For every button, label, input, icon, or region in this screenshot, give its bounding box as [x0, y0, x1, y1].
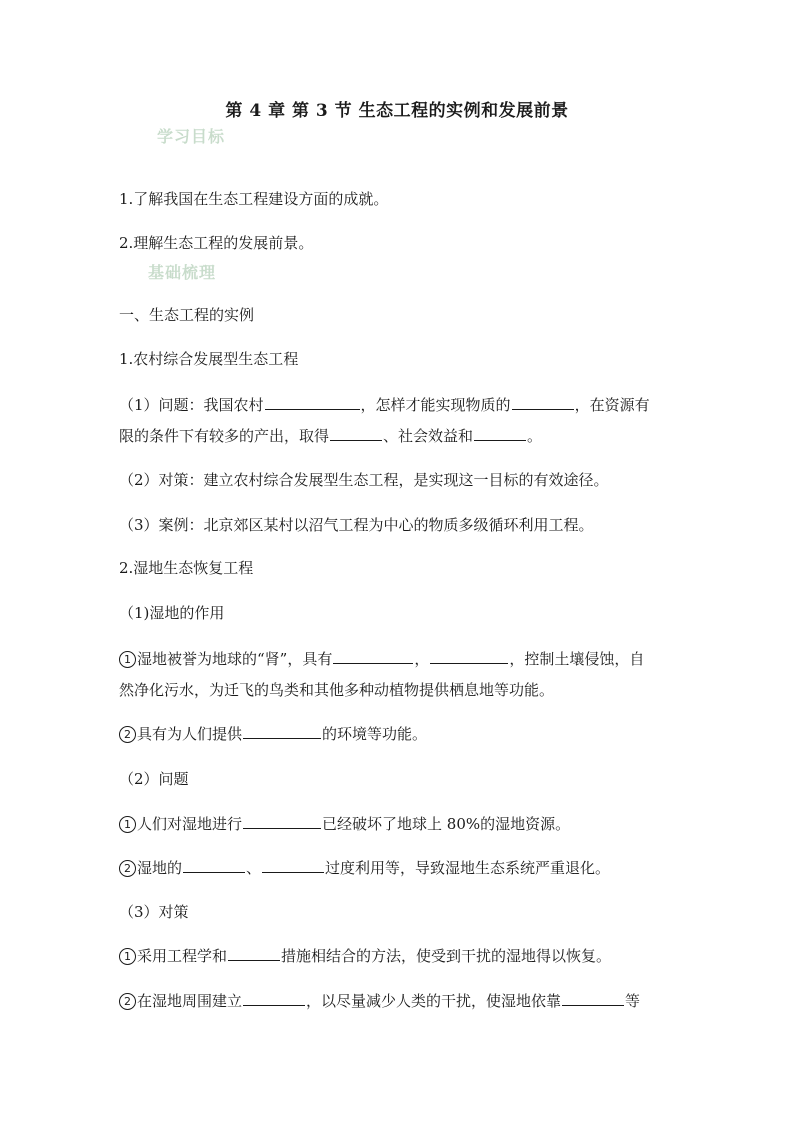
wet3-item2-text-b: ，以尽量减少人类的干扰，使湿地依靠	[306, 992, 562, 1010]
wet1-item1-text-c: ，控制土壤侵蚀，自	[509, 650, 645, 668]
fill-blank[interactable]	[330, 425, 382, 441]
fill-blank[interactable]	[243, 723, 321, 739]
wet2-item1-text-a: 人们对湿地进行	[137, 815, 243, 833]
q1-text-c: ，在资源有	[574, 396, 650, 414]
wet2-item2-text-a: 湿地的	[137, 859, 183, 877]
circled-number-1: 1	[119, 948, 136, 965]
fill-blank[interactable]	[243, 813, 321, 829]
sub2-heading: 2.湿地生态恢复工程	[119, 559, 254, 577]
circled-number-1: 1	[119, 651, 136, 668]
q1-text-f: 。	[527, 427, 543, 445]
objective-item-1: 1.了解我国在生态工程建设方面的成就。	[119, 190, 389, 208]
wet1-heading: （1)湿地的作用	[119, 604, 225, 622]
wet1-item1-text-a: 湿地被誉为地球的“肾”，具有	[137, 650, 333, 668]
wet2-item2-line	[119, 853, 679, 884]
circled-number-2: 2	[119, 860, 136, 877]
fill-blank[interactable]	[430, 648, 508, 664]
wet3-item2-line	[119, 986, 679, 1017]
wet2-heading: （2）问题	[119, 770, 189, 788]
fill-blank[interactable]	[474, 425, 526, 441]
q1-text-d: 限的条件下有较多的产出，取得	[119, 427, 330, 445]
fill-blank[interactable]	[243, 990, 305, 1006]
wet1-item1-line-1	[119, 644, 679, 675]
circled-number-1: 1	[119, 816, 136, 833]
objective-item-2: 2.理解生态工程的发展前景。	[119, 234, 314, 252]
page-title: 第 4 章 第 3 节 生态工程的实例和发展前景	[225, 101, 569, 121]
wet2-item2-text-c: 过度利用等，导致湿地生态系统严重退化。	[325, 859, 611, 877]
q1-text-b: ，怎样才能实现物质的	[360, 396, 511, 414]
fill-blank[interactable]	[183, 857, 245, 873]
wet3-item2-text-c: 等	[625, 992, 641, 1010]
q1-line-1	[119, 390, 679, 421]
wet2-item2-text-b: 、	[246, 859, 262, 877]
q2-line: （2）对策：建立农村综合发展型生态工程，是实现这一目标的有效途径。	[119, 471, 609, 489]
wet1-item2-text-b: 的环境等功能。	[322, 725, 428, 743]
circled-number-2: 2	[119, 993, 136, 1010]
wet3-item1-line	[119, 941, 679, 972]
wet1-item1-text-b: ，	[414, 650, 430, 668]
wet2-item1-line	[119, 809, 679, 840]
section-label-basics: 基础梳理	[148, 263, 217, 282]
q1-line-2	[119, 421, 679, 452]
wet1-item1-line-2: 然净化污水，为迁飞的鸟类和其他多种动植物提供栖息地等功能。	[119, 681, 555, 699]
part1-heading: 一、生态工程的实例	[119, 306, 255, 324]
sub1-heading: 1.农村综合发展型生态工程	[119, 350, 299, 368]
q3-line: （3）案例：北京郊区某村以沼气工程为中心的物质多级循环利用工程。	[119, 516, 594, 534]
circled-number-2: 2	[119, 726, 136, 743]
wet3-heading: （3）对策	[119, 903, 189, 921]
q1-text-e: 、社会效益和	[383, 427, 474, 445]
wet2-item1-text-b: 已经破坏了地球上 80%的湿地资源。	[322, 815, 571, 833]
wet3-item1-text-b: 措施相结合的方法，使受到干扰的湿地得以恢复。	[281, 947, 612, 965]
wet1-item2-line	[119, 719, 679, 750]
fill-blank[interactable]	[562, 990, 624, 1006]
wet3-item2-text-a: 在湿地周围建立	[137, 992, 243, 1010]
fill-blank[interactable]	[265, 394, 360, 410]
section-label-objectives: 学习目标	[157, 127, 226, 146]
fill-blank[interactable]	[333, 648, 413, 664]
wet3-item1-text-a: 采用工程学和	[137, 947, 228, 965]
fill-blank[interactable]	[228, 945, 280, 961]
fill-blank[interactable]	[512, 394, 574, 410]
wet1-item2-text-a: 具有为人们提供	[137, 725, 243, 743]
q1-text-a: （1）问题：我国农村	[119, 396, 264, 414]
fill-blank[interactable]	[262, 857, 324, 873]
